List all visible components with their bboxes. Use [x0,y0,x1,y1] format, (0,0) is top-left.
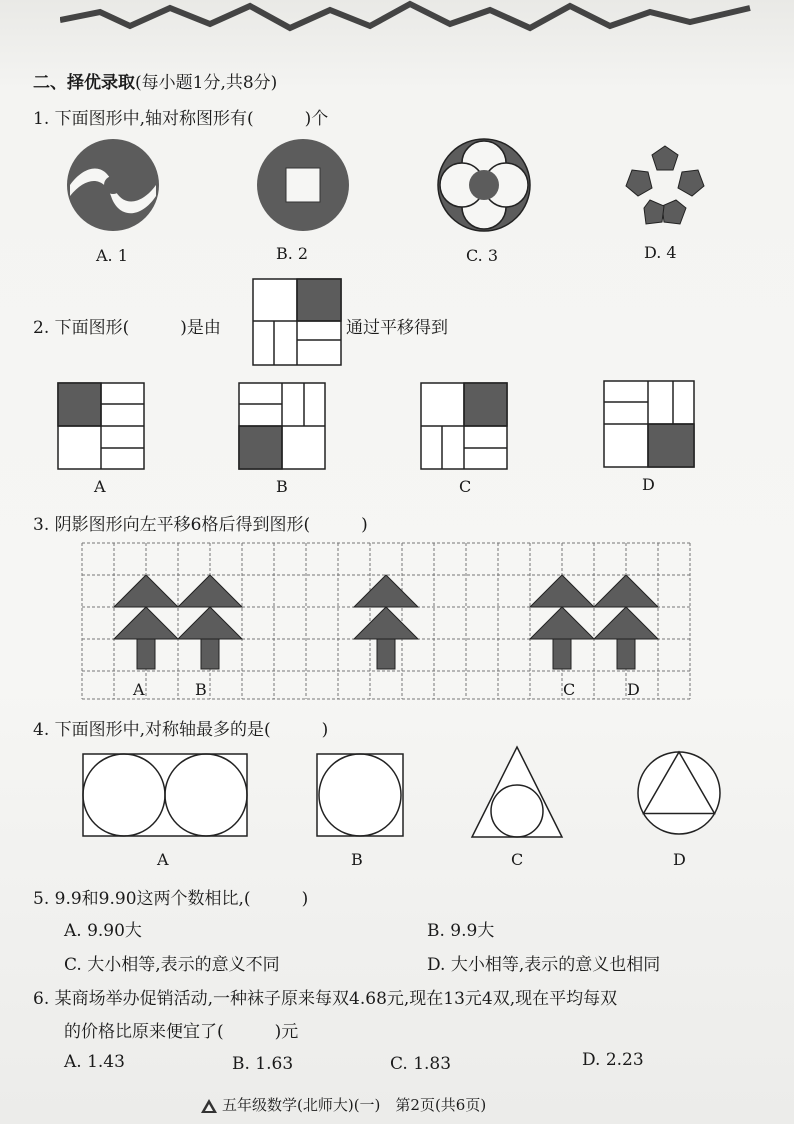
q6-option-c[interactable]: C. 1.83 [390,1054,452,1074]
top-scribble-decoration [60,0,760,36]
question-stem: 下面图形( )是由 [54,318,221,338]
q1-option-c[interactable]: C. 3 [466,246,499,265]
q2-option-a[interactable]: A [94,477,106,496]
tree-shape [178,575,242,669]
tree-shapes [114,575,658,669]
question-6-text-line2: 的价格比原来便宜了( )元 [64,1022,299,1042]
q2-option-b-figure[interactable] [238,382,326,470]
q6-option-a[interactable]: A. 1.43 [64,1052,125,1072]
q1-option-d[interactable]: D. 4 [644,243,677,262]
question-5-text [33,884,308,909]
page-footer [200,1094,486,1115]
q5-option-d[interactable]: D. 大小相等,表示的意义也相同 [427,955,661,975]
q4-option-a-figure[interactable] [82,753,248,837]
section-note: (每小题1分,共8分) [135,73,278,93]
q1-option-b[interactable]: B. 2 [276,244,309,263]
q2-option-d-figure[interactable] [603,380,695,468]
q4-option-b-figure[interactable] [316,753,404,837]
tree-shape [354,575,418,669]
question-number: 3. [33,515,50,535]
section-title: 二、择优录取 [33,73,135,93]
question-number: 1. [33,109,50,129]
question-stem: 阴影图形向左平移6格后得到图形( ) [54,515,368,535]
question-stem: 9.9和9.90这两个数相比,( ) [54,889,309,909]
question-2-text-after: 通过平移得到 [346,318,448,338]
q2-option-c[interactable]: C [459,477,472,496]
q5-option-c[interactable]: C. 大小相等,表示的意义不同 [64,955,280,975]
question-3-text [33,510,368,535]
q3-option-c[interactable]: C [563,680,576,699]
section-heading [33,68,277,93]
q5-option-b[interactable]: B. 9.9大 [427,921,495,941]
q3-grid-figure [80,541,700,699]
q3-option-d[interactable]: D [627,680,640,699]
q5-option-a[interactable]: A. 9.90大 [64,921,142,941]
question-number: 5. [33,889,50,909]
question-number: 2. [33,318,50,338]
q4-option-a[interactable]: A [157,850,169,869]
square-hole-coin-icon [256,138,350,232]
question-number: 6. [33,989,50,1009]
question-number: 4. [33,720,50,740]
q2-option-b[interactable]: B [276,477,288,496]
q3-option-a[interactable]: A [133,680,145,699]
q4-option-d-figure[interactable] [636,750,722,836]
q4-option-c[interactable]: C [511,850,524,869]
q2-reference-figure [252,278,342,366]
swirl-disc-icon [66,138,160,232]
question-stem: 某商场举办促销活动,一种袜子原来每双4.68元,现在13元4双,现在平均每双 [54,989,618,1009]
tree-shape [594,575,658,669]
q2-option-d[interactable]: D [642,475,655,494]
q4-option-c-figure[interactable] [470,745,564,839]
tree-shape [530,575,594,669]
q3-option-b[interactable]: B [195,680,207,699]
four-petal-circle-icon [437,138,531,232]
question-4-text [33,715,328,740]
q2-option-c-figure[interactable] [420,382,508,470]
question-stem: 下面图形中,轴对称图形有( )个 [54,109,329,129]
footer-text: 五年级数学(北师大)(一) 第2页(共6页) [222,1096,487,1114]
q4-option-d[interactable]: D [673,850,686,869]
q2-option-a-figure[interactable] [57,382,145,470]
q4-option-b[interactable]: B [351,850,363,869]
question-stem: 下面图形中,对称轴最多的是( ) [54,720,329,740]
tree-shape [114,575,178,669]
pentagon-ring-icon [622,142,708,226]
question-1-text [33,104,328,129]
publisher-logo-icon [200,1098,218,1114]
question-2-text-before [33,313,221,338]
q6-option-d[interactable]: D. 2.23 [582,1050,644,1070]
question-6-text-line1 [33,984,617,1009]
q1-option-a[interactable]: A. 1 [96,246,128,265]
q6-option-b[interactable]: B. 1.63 [232,1054,294,1074]
